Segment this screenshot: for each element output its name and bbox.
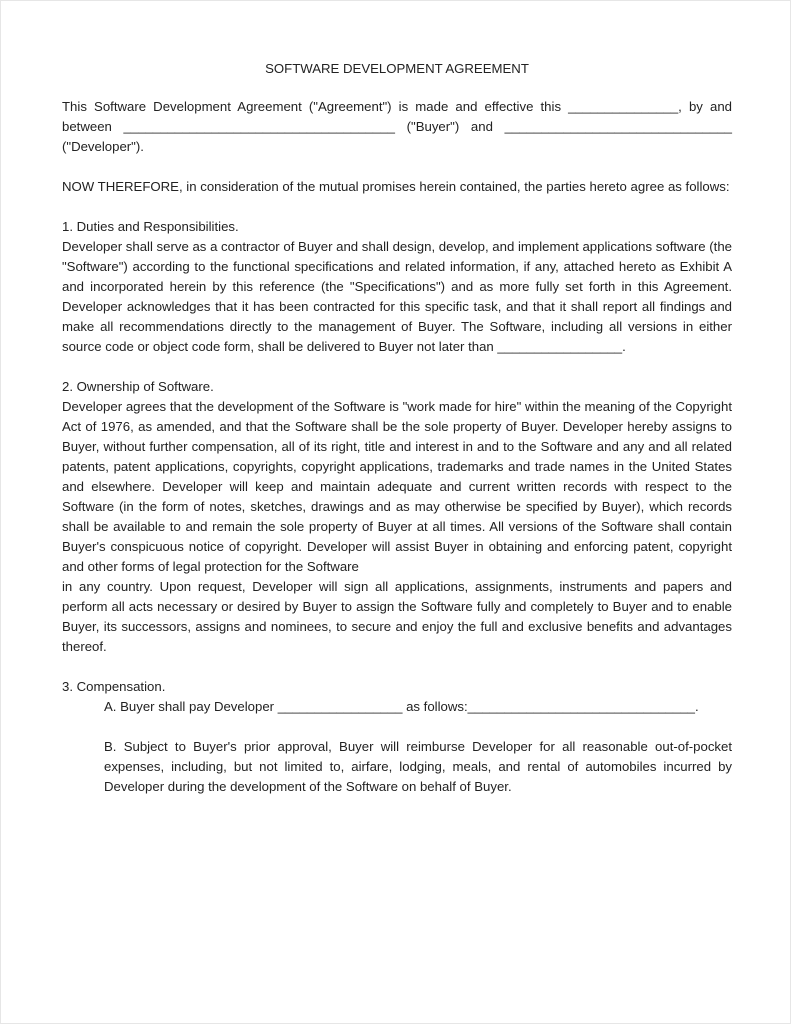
section3-heading: 3. Compensation.: [62, 679, 166, 694]
section3-item-b: B. Subject to Buyer's prior approval, Buyer will reimburse Developer for all reasonable out-of-pocket expenses, including, but not limited to, airfare, lodging, meals, and rental of automobiles incurred by Developer during the development of the Software on behalf of Buyer.: [104, 739, 732, 794]
document-content: [62, 59, 732, 797]
intro-paragraph: This Software Development Agreement ("Agreement") is made and effective this _______________, by and between _____________________________________ ("Buyer") and _______________________________ ("Developer").: [62, 99, 732, 154]
section1-body: Developer shall serve as a contractor of Buyer and shall design, develop, and implement applications software (the "Software") according to the functional specifications and related information, if any, attached hereto as Exhibit A and incorporated herein by this reference (the "Specifications") and as more fully set forth in this Agreement. Developer acknowledges that it has been contracted for this specific task, and that it shall report all findings and make all recommendations directly to the management of Buyer. The Software, including all versions in either source code or object code form, shall be delivered to Buyer not later than _________________.: [62, 239, 732, 354]
document-title: SOFTWARE DEVELOPMENT AGREEMENT: [265, 61, 529, 76]
section2-body-1: Developer agrees that the development of the Software is "work made for hire" within the meaning of the Copyright Act of 1976, as amended, and that the Software shall be the sole property of Buyer. Developer hereby assigns to Buyer, without further compensation, all of its right, title and interest in and to the Software and any and all related patents, patent applications, copyrights, copyright applications, trademarks and trade names in the United States and elsewhere. Developer will keep and maintain adequate and current written records with respect to the Software (in the form of notes, sketches, drawings and as may otherwise be specified by Buyer), which records shall be available to and remain the sole property of Buyer at all times. All versions of the Software shall contain Buyer's conspicuous notice of copyright. Developer will assist Buyer in obtaining and enforcing patent, copyright and other forms of legal protection for the Software: [62, 399, 732, 574]
now-therefore-paragraph: NOW THEREFORE, in consideration of the mutual promises herein contained, the parties hereto agree as follows:: [62, 179, 730, 194]
section1-heading: 1. Duties and Responsibilities.: [62, 219, 239, 234]
section2-heading: 2. Ownership of Software.: [62, 379, 214, 394]
section3-item-a: A. Buyer shall pay Developer _________________ as follows:_______________________________.: [104, 699, 699, 714]
section2-body-2: in any country. Upon request, Developer will sign all applications, assignments, instruments and papers and perform all acts necessary or desired by Buyer to assign the Software fully and completely to Buyer and to enable Buyer, its successors, assigns and nominees, to secure and enjoy the full and exclusive benefits and advantages thereof.: [62, 579, 732, 654]
